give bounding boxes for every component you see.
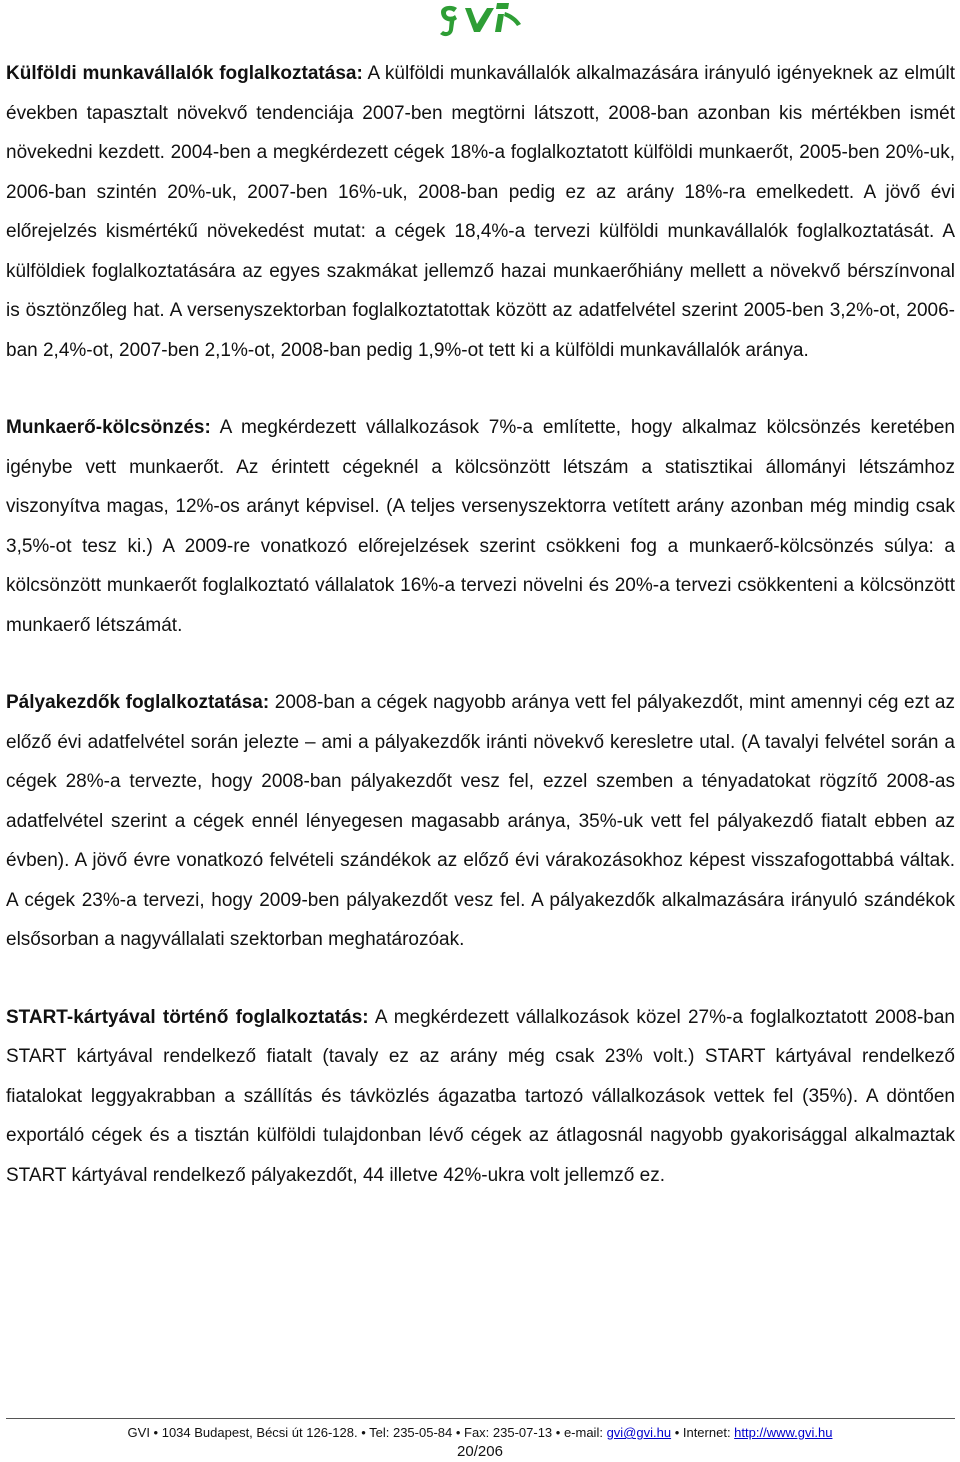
section-text: A külföldi munkavállalók alkalmazására irányuló igényeknek az elmúlt években tapasztalt növekvő tendenciája 2007-ben megtörni látszott, 2008-ban azonban kis mértékben ismét növekedni kezdett. 2004-ben a megkérdezett cégek 18%-a foglalkoztatott külföldi munkaerőt, 2005-ben 20%-uk, 2006-ban szintén 20%-uk, 2007-ben 16%-uk, 2008-ban pedig ez az arány 18%-ra emelkedett. A jövő évi előrejelzés kismértékű növekedést mutat: a cégek 18,4%-a tervezi külföldi munkavállalók foglalkoztatását. A külföldiek foglalkoztatására az egyes szakmákat jellemző hazai munkaerőhiány mellett a növekvő bérszínvonal is ösztönzőleg hat. A versenyszektorban foglalkoztatottak között az adatfelvétel szerint 2005-ben 3,2%-ot, 2006-ban 2,4%-ot, 2007-ben 2,1%-ot, 2008-ban pedig 1,9%-ot tett ki a külföldi munkavállalók aránya.	[6, 63, 956, 361]
footer-address: GVI • 1034 Budapest, Bécsi út 126-128. • Tel: 235-05-84 • Fax: 235-07-13 • e-mail:	[127, 1425, 607, 1440]
footer-divider	[6, 1418, 955, 1419]
gvi-logo-icon	[437, 2, 523, 42]
section-title: Munkaerő-kölcsönzés:	[6, 417, 211, 438]
footer-contact	[0, 1424, 960, 1442]
footer-email-link[interactable]: gvi@gvi.hu	[606, 1425, 672, 1440]
document-body	[6, 54, 955, 1195]
section-temp-agency	[6, 408, 955, 645]
section-title: Külföldi munkavállalók foglalkoztatása:	[6, 63, 363, 84]
section-foreign-workers	[6, 54, 955, 370]
section-text: A megkérdezett vállalkozások 7%-a említette, hogy alkalmaz kölcsönzés keretében igénybe vett munkaerőt. Az érintett cégeknél a kölcsönzött létszám a statisztikai állományi létszámhoz viszonyítva magas, 12%-os arányt képvisel. (A teljes versenyszektorra vetített arány azonban még mindig csak 3,5%-ot tesz ki.) A 2009-re vonatkozó előrejelzések szerint csökkeni fog a munkaerő-kölcsönzés súlya: a kölcsönzött munkaerőt foglalkoztató vállalatok 16%-a tervezi növelni és 20%-a tervezi csökkenteni a kölcsönzött munkaerő létszámát.	[6, 417, 955, 636]
footer-website-link[interactable]: http://www.gvi.hu	[734, 1425, 833, 1440]
page-number: 20/206	[457, 1443, 503, 1460]
section-career-starters	[6, 683, 955, 960]
section-title: START-kártyával történő foglalkoztatás:	[6, 1006, 369, 1028]
gvi-logo	[437, 2, 523, 42]
section-text: A megkérdezett vállalkozások közel 27%-a foglalkoztatott 2008-ban START kártyával rendelkező fiatalt (tavaly ez az arány még csak 23% volt.) START kártyával rendelkező fiatalokat leggyakrabban a szállítás és távközlés ágazatba tartozó vállalkozások vettek fel (35%). A döntően exportáló cégek és a tisztán külföldi tulajdonban lévő cégek az átlagosnál nagyobb gyakorisággal alkalmaztak START kártyával rendelkező pályakezdőt, 44 illetve 42%-ukra volt jellemző ez.	[6, 1006, 955, 1186]
section-start-card	[6, 998, 955, 1196]
section-text: 2008-ban a cégek nagyobb aránya vett fel pályakezdőt, mint amennyi cég ezt az előző évi adatfelvétel során jelezte – ami a pályakezdők iránti növekvő keresletre utal. (A tavalyi felvétel során a cégek 28%-a tervezte, hogy 2008-ban pályakezdőt vesz fel, ezzel szemben a tényadatokat rögzítő 2008-as adatfelvétel szerint a cégek ennél lényegesen magasabb aránya, 35%-uk vett fel pályakezdő fiatalt ebben az évben). A jövő évre vonatkozó felvételi szándékok az előző évi várakozásokhoz képest visszafogottabbá váltak. A cégek 23%-a tervezi, hogy 2009-ben pályakezdőt vesz fel. A pályakezdők alkalmazására irányuló szándékok elsősorban a nagyvállalati szektorban meghatározóak.	[6, 692, 955, 950]
footer-internet-label: • Internet:	[671, 1425, 735, 1440]
section-title: Pályakezdők foglalkoztatása:	[6, 692, 270, 713]
